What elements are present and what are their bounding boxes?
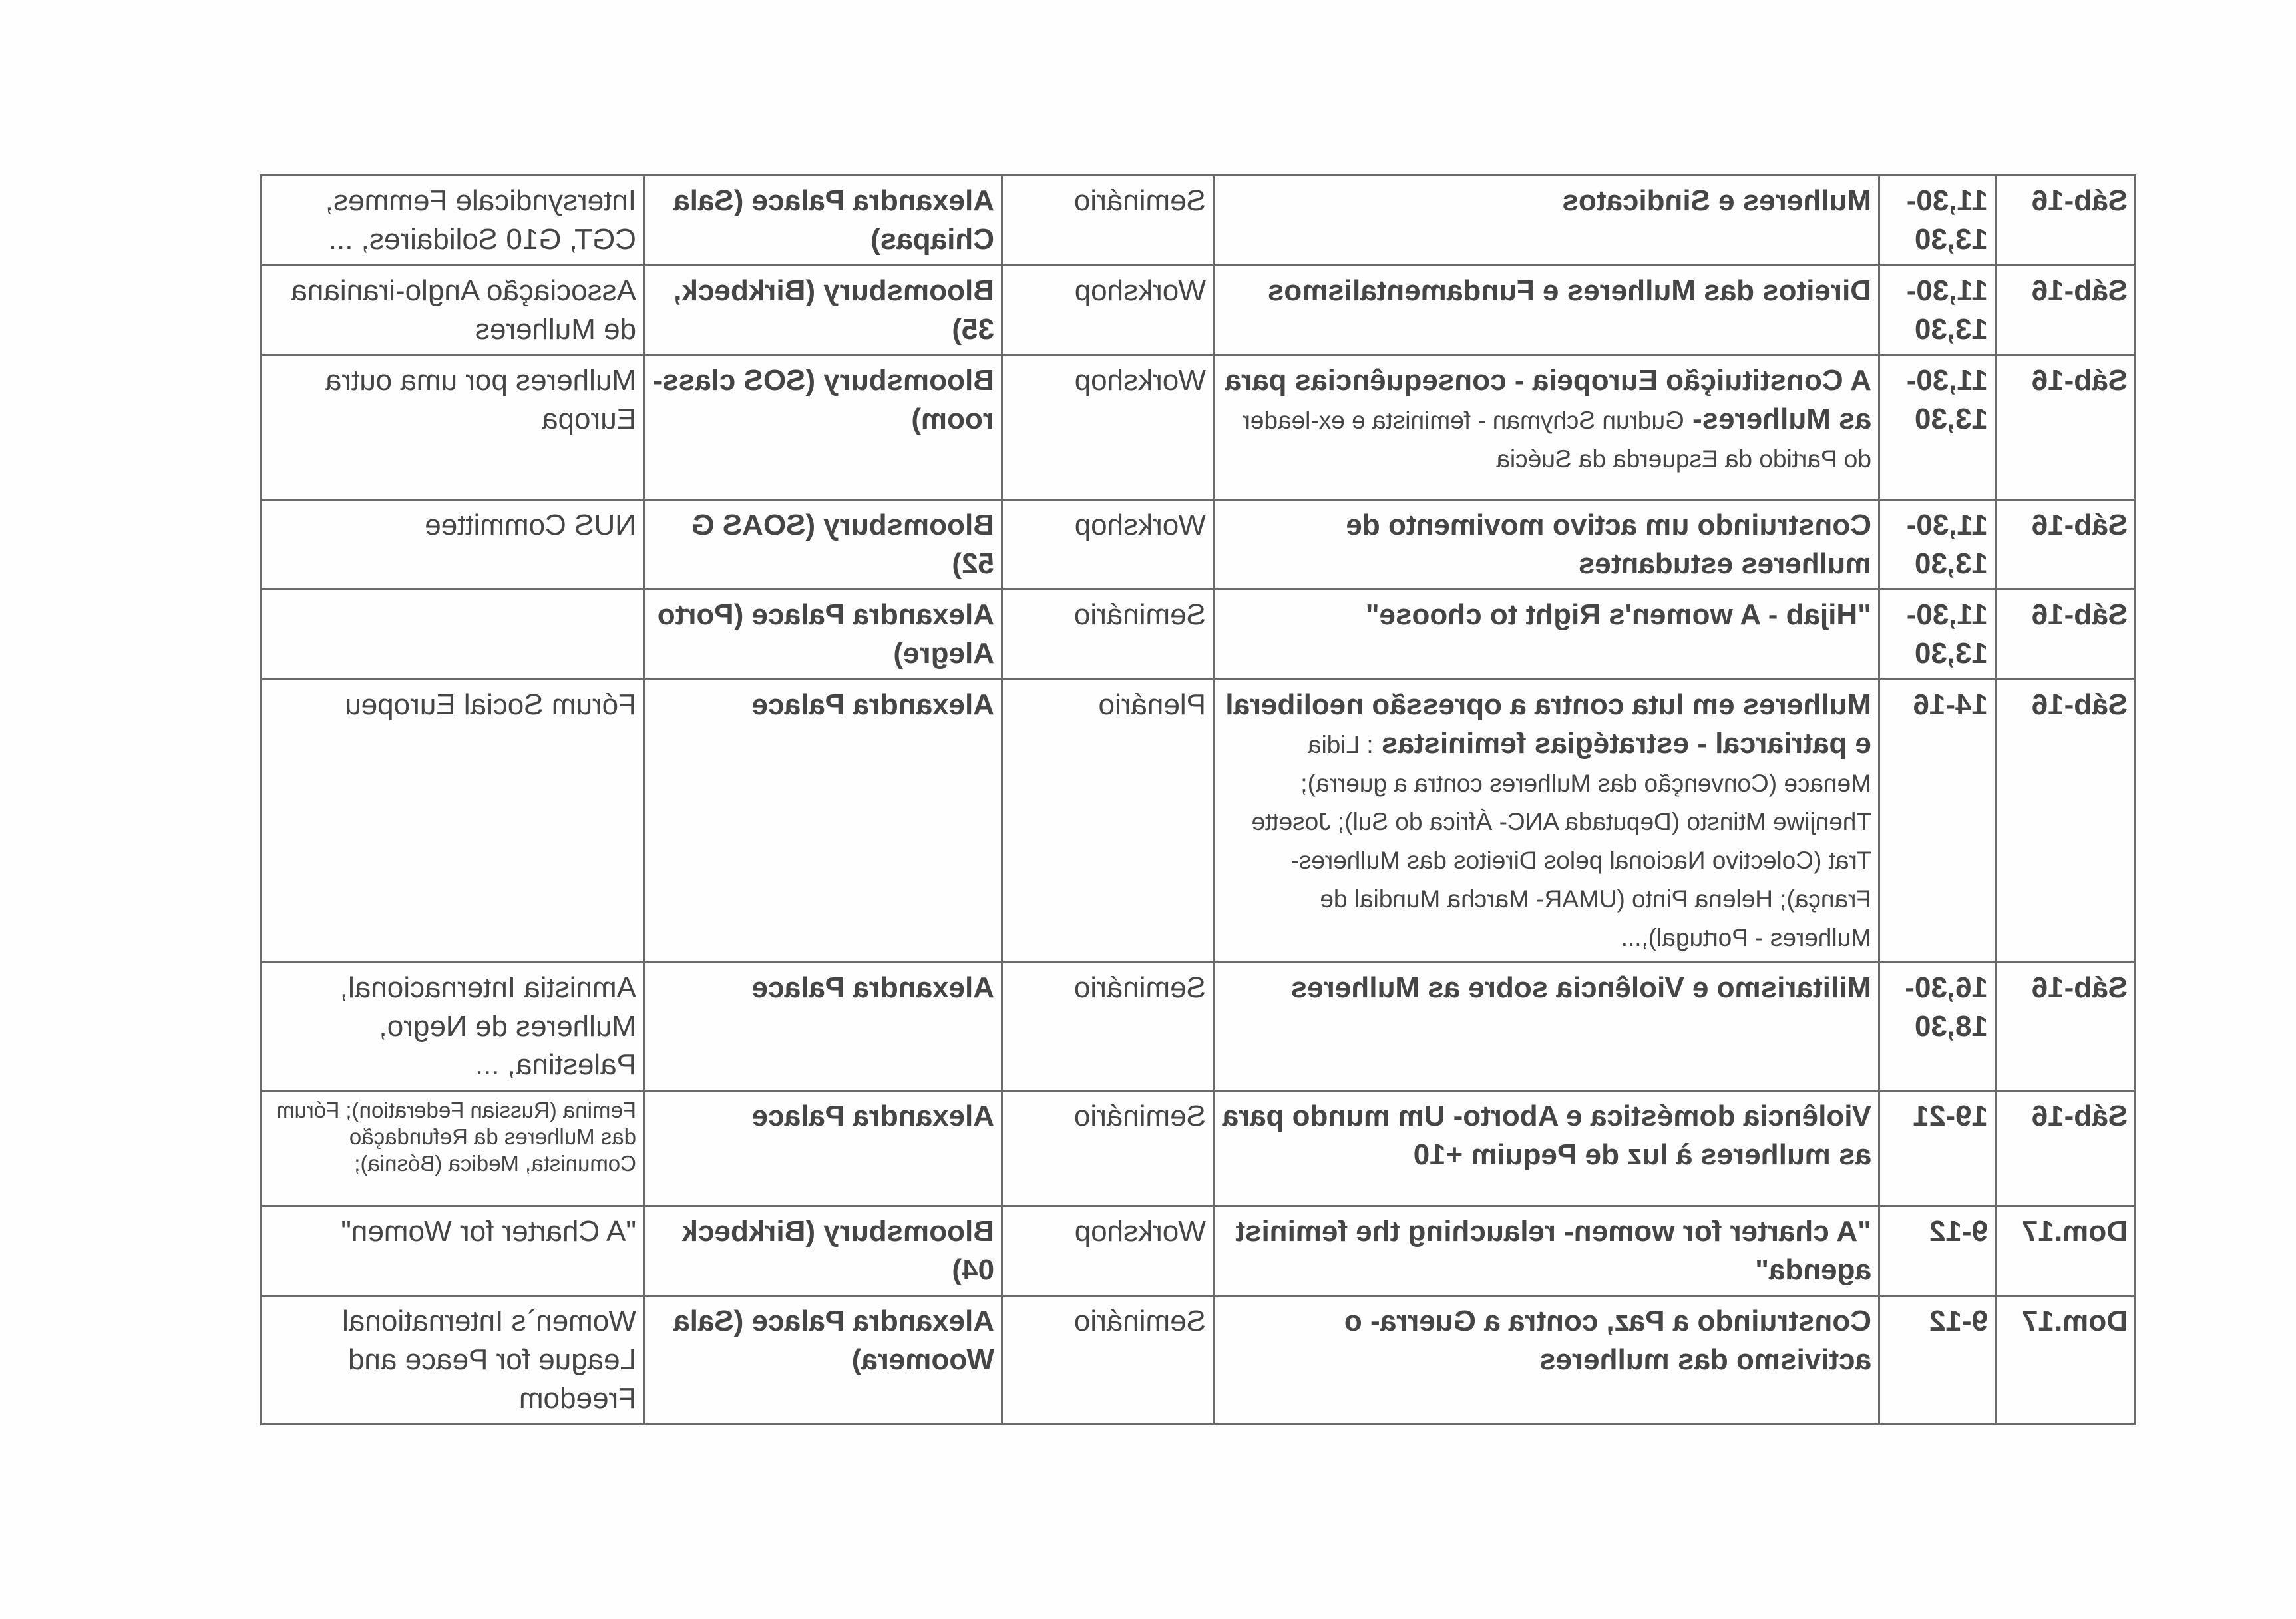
session-cell bbox=[1214, 1206, 1879, 1296]
session-title: Violência doméstica e Aborto- Um mundo para as mulheres à luz de Pequim +10 bbox=[1222, 1100, 1871, 1171]
session-cell bbox=[1214, 590, 1879, 680]
day-cell: Sáb-16 bbox=[1996, 500, 2136, 590]
session-title: A Constituição Europeia - consequências para as Mulheres- bbox=[1225, 364, 1871, 435]
day-cell: Sáb-16 bbox=[1996, 680, 2136, 963]
table-row bbox=[262, 1091, 2136, 1206]
table-row bbox=[262, 266, 2136, 355]
schedule-body bbox=[262, 176, 2136, 1425]
organisers-cell: Women`s International League for Peace and Freedom bbox=[262, 1296, 644, 1425]
type-cell: Seminário bbox=[1002, 1091, 1214, 1206]
time-cell: 9-12 bbox=[1879, 1206, 1996, 1296]
session-speakers: : Lidia Menace (Convenção das Mulheres contra a guerra); Thenjiwe Mtinsto (Deputada ANC- África do Sul); Josette Trat (Colectivo Nacional pelos Direitos das Mulheres- França); Helena Pinto (UMAR- Marcha Mundial de Mulheres - Portugal),... bbox=[1251, 731, 1871, 951]
table-row bbox=[262, 1296, 2136, 1425]
time-cell: 11,30-13,30 bbox=[1879, 590, 1996, 680]
location-cell: Bloomsbury (Birkbeck, 35) bbox=[644, 266, 1002, 355]
location-cell: Alexandra Palace bbox=[644, 1091, 1002, 1206]
location-cell: Alexandra Palace bbox=[644, 963, 1002, 1091]
schedule-table bbox=[260, 174, 2136, 1425]
session-title: Mulheres em luta contra a opressão neoliberal e patriarcal - estratégias feministas bbox=[1225, 688, 1871, 760]
day-cell: Sáb-16 bbox=[1996, 963, 2136, 1091]
session-speakers: Gudrun Schyman - feminista e ex-leader do Partido da Esquerda da Suécia bbox=[1242, 407, 1871, 473]
organisers-cell: NUS Committee bbox=[262, 500, 644, 590]
time-cell: 19-21 bbox=[1879, 1091, 1996, 1206]
type-cell: Seminário bbox=[1002, 176, 1214, 266]
table-row bbox=[262, 176, 2136, 266]
session-title: Militarismo e Violência sobre as Mulheres bbox=[1290, 971, 1871, 1004]
location-cell: Alexandra Palace (Sala Chiapas) bbox=[644, 176, 1002, 266]
session-cell bbox=[1214, 1296, 1879, 1425]
session-title: Construindo um activo movimento de mulheres estudantes bbox=[1346, 509, 1871, 580]
time-cell: 11,30-13,30 bbox=[1879, 266, 1996, 355]
type-cell: Workshop bbox=[1002, 500, 1214, 590]
location-cell: Bloomsbury (SOS class-room) bbox=[644, 355, 1002, 500]
table-row bbox=[262, 355, 2136, 500]
organisers-cell: Fórum Social Europeu bbox=[262, 680, 644, 963]
location-cell: Bloomsbury (Birkbeck 04) bbox=[644, 1206, 1002, 1296]
day-cell: Sáb-16 bbox=[1996, 176, 2136, 266]
location-cell: Bloomsbury (SOAS G 52) bbox=[644, 500, 1002, 590]
organisers-cell bbox=[262, 590, 644, 680]
session-cell bbox=[1214, 500, 1879, 590]
organisers-cell: Femina (Russian Federation); Fórum das Mulheres da Refundação Comunista, Medica (Bósnia); bbox=[262, 1091, 644, 1206]
type-cell: Seminário bbox=[1002, 1296, 1214, 1425]
day-cell: Sáb-16 bbox=[1996, 1091, 2136, 1206]
location-cell: Alexandra Palace bbox=[644, 680, 1002, 963]
location-cell: Alexandra Palace (Sala Woomera) bbox=[644, 1296, 1002, 1425]
time-cell: 16,30-18,30 bbox=[1879, 963, 1996, 1091]
organisers-cell: Mulheres por uma outra Europa bbox=[262, 355, 644, 500]
session-cell bbox=[1214, 355, 1879, 500]
table-row bbox=[262, 1206, 2136, 1296]
type-cell: Seminário bbox=[1002, 590, 1214, 680]
organisers-cell: Associação Anglo-iraniana de Mulheres bbox=[262, 266, 644, 355]
session-title: Direitos das Mulheres e Fundamentalismos bbox=[1267, 274, 1871, 307]
session-cell bbox=[1214, 680, 1879, 963]
session-cell bbox=[1214, 176, 1879, 266]
time-cell: 9-12 bbox=[1879, 1296, 1996, 1425]
time-cell: 11,30-13,30 bbox=[1879, 500, 1996, 590]
type-cell: Plenário bbox=[1002, 680, 1214, 963]
type-cell: Workshop bbox=[1002, 1206, 1214, 1296]
table-row bbox=[262, 680, 2136, 963]
organisers-cell: "A Charter for Women" bbox=[262, 1206, 644, 1296]
time-cell: 14-16 bbox=[1879, 680, 1996, 963]
session-title: "Hijab - A women's Right to choose" bbox=[1365, 598, 1871, 631]
session-cell bbox=[1214, 963, 1879, 1091]
time-cell: 11,30-13,30 bbox=[1879, 355, 1996, 500]
session-title: "A charter for women- relauching the feminist agenda" bbox=[1235, 1215, 1871, 1286]
type-cell: Workshop bbox=[1002, 266, 1214, 355]
table-row bbox=[262, 590, 2136, 680]
organisers-cell: Amnistia Internacional, Mulheres de Negro, Palestina, ... bbox=[262, 963, 644, 1091]
table-row bbox=[262, 500, 2136, 590]
day-cell: Sáb-16 bbox=[1996, 355, 2136, 500]
type-cell: Workshop bbox=[1002, 355, 1214, 500]
table-row bbox=[262, 963, 2136, 1091]
type-cell: Seminário bbox=[1002, 963, 1214, 1091]
session-title: Mulheres e Sindicatos bbox=[1562, 184, 1871, 217]
organisers-cell: Intersyndicale Femmes, CGT, G10 Solidaires, ... bbox=[262, 176, 644, 266]
day-cell: Sáb-16 bbox=[1996, 590, 2136, 680]
day-cell: Dom.17 bbox=[1996, 1296, 2136, 1425]
session-cell bbox=[1214, 1091, 1879, 1206]
location-cell: Alexandra Palace (Porto Alegre) bbox=[644, 590, 1002, 680]
session-title: Construindo a Paz, contra a Guerra- o activismo das mulheres bbox=[1344, 1305, 1871, 1376]
day-cell: Sáb-16 bbox=[1996, 266, 2136, 355]
time-cell: 11,30-13,30 bbox=[1879, 176, 1996, 266]
day-cell: Dom.17 bbox=[1996, 1206, 2136, 1296]
session-cell bbox=[1214, 266, 1879, 355]
